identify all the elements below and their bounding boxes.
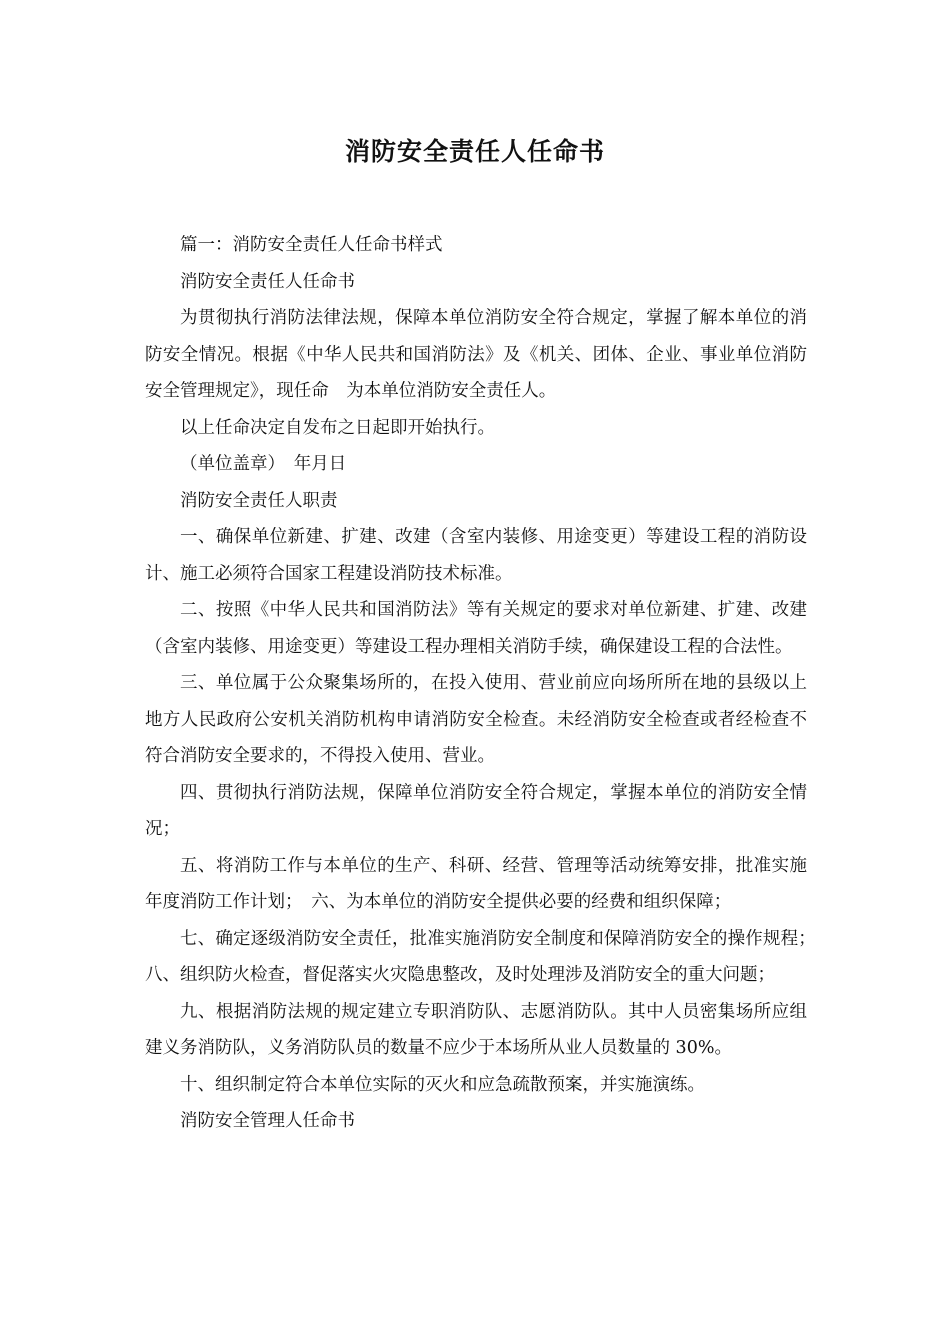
paragraph-duty-4: 四、贯彻执行消防法规，保障单位消防安全符合规定，掌握本单位的消防安全情况； — [145, 782, 807, 839]
paragraph-duty-1: 一、确保单位新建、扩建、改建（含室内装修、用途变更）等建设工程的消防设计、施工必须符合国家工程建设消防技术标准。 — [145, 527, 807, 584]
paragraph-duty-2: 二、按照《中华人民共和国消防法》等有关规定的要求对单位新建、扩建、改建（含室内装修、用途变更）等建设工程办理相关消防手续，确保建设工程的合法性。 — [145, 600, 807, 657]
paragraph-seal-date: （单位盖章） 年月日 — [180, 454, 347, 474]
paragraph-heading-part-one: 篇一：消防安全责任人任命书样式 — [180, 235, 443, 255]
page-title: 消防安全责任人任命书 — [344, 137, 605, 166]
paragraph-duties-heading: 消防安全责任人职责 — [180, 490, 338, 511]
paragraph-subheading-appointment: 消防安全责任人任命书 — [180, 271, 355, 292]
paragraph-duty-10: 十、组织制定符合本单位实际的灭火和应急疏散预案，并实施演练。 — [180, 1074, 705, 1095]
paragraph-effective-date: 以上任命决定自发布之日起即开始执行。 — [180, 417, 495, 438]
paragraph-duty-7-8: 七、确定逐级消防安全责任，批准实施消防安全制度和保障消防安全的操作规程； 八、组织防火检查，督促落实火灾隐患整改，及时处理涉及消防安全的重大问题； — [145, 928, 825, 985]
paragraph-duty-5-6: 五、将消防工作与本单位的生产、科研、经营、管理等活动统筹安排，批准实施年度消防工作计划； 六、为本单位的消防安全提供必要的经费和组织保障； — [145, 855, 807, 912]
paragraph-appointment-text: 为贯彻执行消防法律法规，保障本单位消防安全符合规定，掌握了解本单位的消防安全情况。根据《中华人民共和国消防法》及《机关、团体、企业、事业单位消防安全管理规定》，现任命 为本单位消防安全责任人。 — [145, 308, 807, 401]
paragraph-duty-3: 三、单位属于公众聚集场所的，在投入使用、营业前应向场所所在地的县级以上地方人民政府公安机关消防机构申请消防安全检查。未经消防安全检查或者经检查不符合消防安全要求的，不得投入使用、营业。 — [145, 673, 807, 766]
document-body — [145, 227, 825, 1140]
paragraph-manager-appointment-heading: 消防安全管理人任命书 — [180, 1111, 355, 1131]
paragraph-duty-9: 九、根据消防法规的规定建立专职消防队、志愿消防队。其中人员密集场所应组建义务消防队，义务消防队员的数量不应少于本场所从业人员数量的 30%。 — [145, 1001, 807, 1058]
